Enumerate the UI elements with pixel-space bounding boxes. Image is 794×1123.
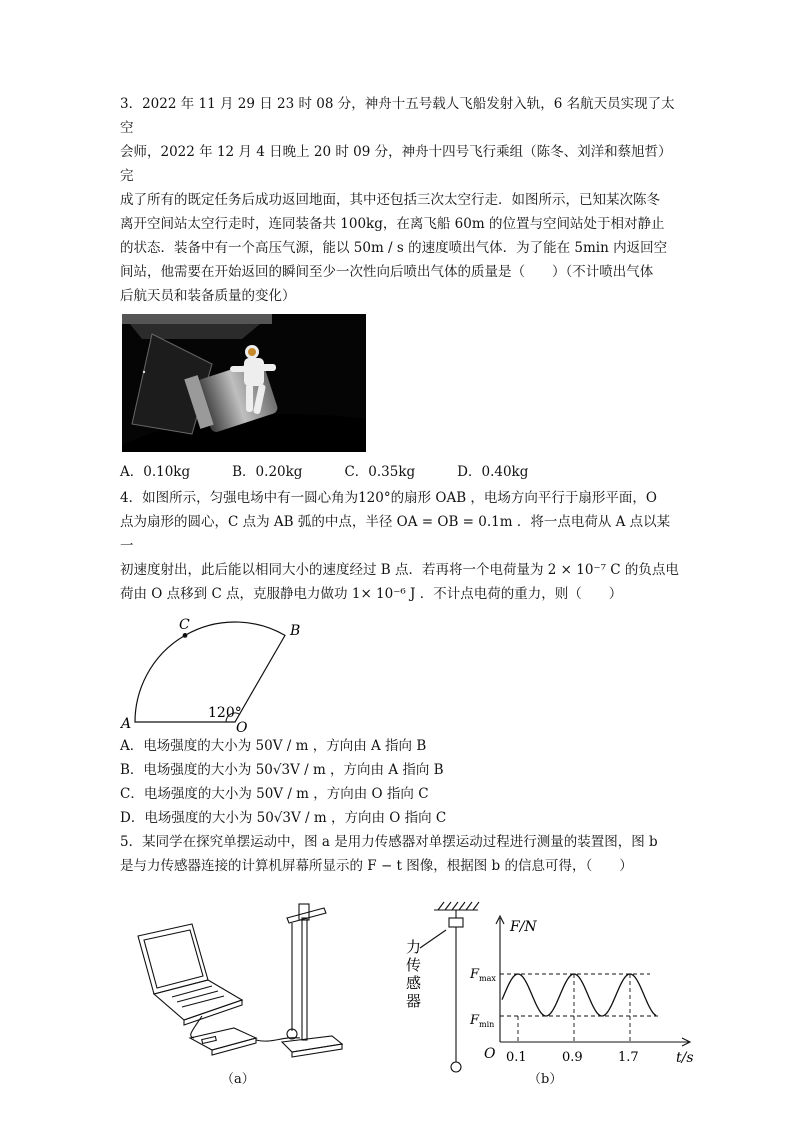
fmin-sub: min <box>479 1020 495 1029</box>
q3-line: 后航天员和装备质量的变化） <box>120 288 296 304</box>
astronaut-spacewalk-photo <box>122 314 366 452</box>
angle-label: 120° <box>208 705 242 721</box>
origin-label: O <box>484 1046 496 1062</box>
q4-line: 点为扇形的圆心，C 点为 AB 弧的中点，半径 OA = OB = 0.1m ．将一点电荷从 A 点以某一 <box>120 514 671 554</box>
q5-line: 5．某同学在探究单摆运动中，图 a 是用力传感器对单摆运动过程进行测量的装置图，图 b <box>120 834 658 850</box>
q3-options <box>120 460 680 484</box>
apparatus-figure-a <box>132 896 352 1071</box>
tick-0-1: 0.1 <box>506 1050 527 1065</box>
label-c: C <box>179 617 190 633</box>
sensor-label-3: 感 <box>406 974 422 992</box>
q4-line: 初速度射出，此后能以相同大小的速度经过 B 点．若再将一个电荷量为 2 × 10⁻⁷ C 的负点电 <box>120 562 679 578</box>
q4-option-b[interactable]: B．电场强度的大小为 50√3V / m ，方向由 A 指向 B <box>120 762 444 778</box>
force-sensor <box>449 918 463 927</box>
label-b: B <box>290 623 301 639</box>
q5-figures <box>120 886 694 1091</box>
q3-line: 会师，2022 年 12 月 4 日晚上 20 时 09 分，神舟十四号飞行乘组（陈冬、刘洋和蔡旭哲）完 <box>120 144 672 184</box>
question-3 <box>120 92 680 484</box>
q3-line: 3．2022 年 11 月 29 日 23 时 08 分，神舟十五号载人飞船发射入轨，6 名航天员实现了太空 <box>120 96 675 136</box>
q4-line: 4．如图所示，匀强电场中有一圆心角为120°的扇形 OAB ，电场方向平行于扇形平面，O <box>120 490 657 506</box>
sensor-label-1: 力 <box>406 938 422 956</box>
q3-option-b[interactable]: B．0.20kg <box>232 464 303 480</box>
x-axis-label: t/s <box>676 1050 694 1066</box>
caption-a: （a） <box>221 1072 255 1087</box>
q4-option-c[interactable]: C．电场强度的大小为 50V / m ，方向由 O 指向 C <box>120 786 429 802</box>
q4-option-a[interactable]: A．电场强度的大小为 50V / m ，方向由 A 指向 B <box>120 738 427 754</box>
q3-line: 离开空间站太空行走时，连同装备共 100kg，在离飞船 60m 的位置与空间站处于相对静止 <box>120 216 665 232</box>
question-4 <box>120 486 680 830</box>
label-a: A <box>121 716 132 732</box>
pendulum-bob-b <box>451 1062 461 1072</box>
sector-diagram <box>120 610 320 732</box>
q3-option-c[interactable]: C．0.35kg <box>344 464 416 480</box>
force-curve <box>502 974 656 1016</box>
sensor-label-4: 器 <box>406 992 422 1010</box>
q3-option-d[interactable]: D．0.40kg <box>457 464 529 480</box>
q4-line: 荷由 O 点移到 C 点，克服静电力做功 1× 10⁻⁶ J ．不计点电荷的重力，则（ ） <box>120 586 623 602</box>
tick-0-9: 0.9 <box>562 1050 583 1065</box>
tick-1-7: 1.7 <box>618 1050 639 1065</box>
q3-line: 的状态．装备中有一个高压气源，能以 50m / s 的速度喷出气体．为了能在 5min 内返回空 <box>120 240 668 256</box>
label-o: O <box>236 720 248 732</box>
dashed-guides <box>500 974 658 1042</box>
sensor-label-2: 传 <box>406 956 422 974</box>
fmin-label: F <box>470 1013 480 1028</box>
astronaut-photo-illustration <box>122 314 366 452</box>
q3-line: 间站，他需要在开始返回的瞬间至少一次性向后喷出气体的质量是（ ）（不计喷出气体 <box>120 264 654 280</box>
q3-option-a[interactable]: A．0.10kg <box>120 464 191 480</box>
question-5 <box>120 830 694 1091</box>
force-time-figure-b <box>400 890 700 1080</box>
q4-option-d[interactable]: D．电场强度的大小为 50√3V / m ，方向由 O 指向 C <box>120 810 447 826</box>
y-axis-label: F/N <box>510 919 537 935</box>
exam-page <box>120 92 694 1091</box>
q5-line: 是与力传感器连接的计算机屏幕所显示的 F − t 图像，根据图 b 的信息可得，（ ） <box>120 858 633 874</box>
point-c-dot <box>183 633 188 638</box>
stand-rod <box>302 918 307 1040</box>
fmax-sub: max <box>479 974 496 983</box>
caption-b: （b） <box>528 1072 563 1087</box>
fmax-label: F <box>470 967 480 982</box>
q3-line: 成了所有的既定任务后成功返回地面，其中还包括三次太空行走．如图所示，已知某次陈冬 <box>120 192 660 208</box>
laptop-keyboard <box>154 980 242 1020</box>
